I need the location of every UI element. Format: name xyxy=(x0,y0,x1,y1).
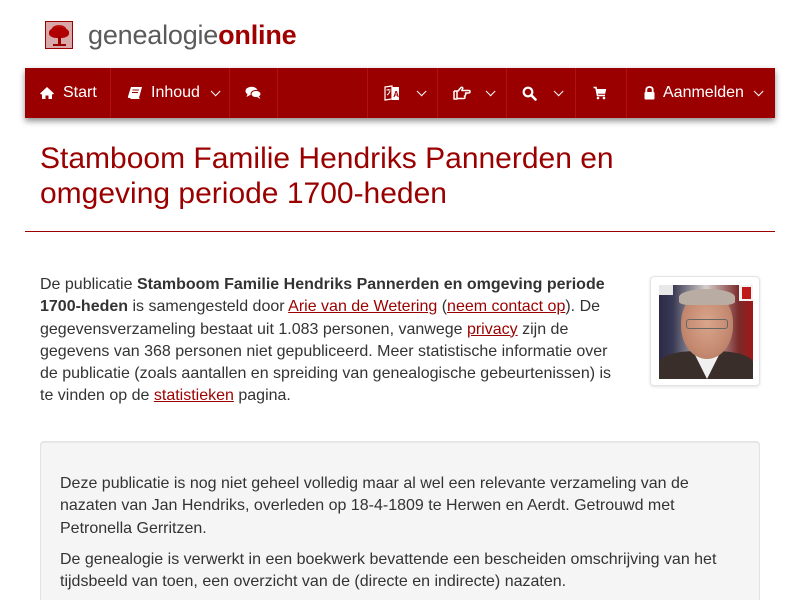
chevron-down-icon xyxy=(554,86,564,96)
chevron-down-icon xyxy=(486,86,496,96)
search-icon xyxy=(522,86,537,101)
chevron-down-icon xyxy=(417,86,427,96)
contact-link[interactable]: neem contact op xyxy=(447,298,566,316)
svg-text:A: A xyxy=(393,90,399,99)
comments-icon xyxy=(245,86,262,100)
publication-description xyxy=(40,441,760,600)
description-paragraph: De genealogie is verwerkt in een boekwerk bevattende een bescheiden omschrijving van het tijdsbeeld van toen, een overzicht van de (directe en indirecte) nazaten. xyxy=(60,551,717,591)
chevron-down-icon xyxy=(211,86,221,96)
nav-login[interactable] xyxy=(627,68,775,118)
statistics-link[interactable]: statistieken xyxy=(153,387,234,405)
nav-language[interactable] xyxy=(368,68,438,118)
nav-login-label: Aanmelden xyxy=(663,84,744,101)
nav-inhoud[interactable] xyxy=(111,68,230,118)
nav-start[interactable] xyxy=(25,68,111,118)
nav-forum[interactable] xyxy=(230,68,278,118)
tree-logo-icon xyxy=(45,21,73,49)
translate-icon xyxy=(384,85,400,101)
nav-share[interactable] xyxy=(438,68,507,118)
main-navbar xyxy=(25,68,775,118)
page-title: Stamboom Familie Hendriks Pannerden en omgeving periode 1700-heden xyxy=(40,142,614,210)
publication-intro: De publicatie Stamboom Familie Hendriks Pannerden en omgeving periode 1700-heden is samengesteld door Arie van de Wetering (neem contact op). De gegevensverzameling bestaat uit 1.083 personen, vanwege privacy zijn de gegevens van 368 personen niet gepubliceerd. Meer statistische informatie over de publicatie (zoals aantallen en spreiding van genealogische gebeurtenissen) is te vinden op de statistieken pagina. xyxy=(40,276,612,405)
nav-search[interactable] xyxy=(507,68,576,118)
nav-cart[interactable] xyxy=(576,68,627,118)
lock-icon xyxy=(644,86,655,100)
nav-inhoud-label: Inhoud xyxy=(151,84,200,101)
site-logo[interactable] xyxy=(45,19,296,51)
hand-pointer-icon xyxy=(453,86,471,100)
publication-name: Stamboom Familie Hendriks Pannerden en omgeving periode 1700-heden xyxy=(40,276,605,316)
home-icon xyxy=(39,86,55,100)
chevron-down-icon xyxy=(754,86,764,96)
privacy-link[interactable]: privacy xyxy=(466,320,518,338)
author-link[interactable]: Arie van de Wetering xyxy=(288,298,438,316)
author-photo-frame[interactable] xyxy=(650,276,760,386)
book-icon xyxy=(127,86,143,100)
author-photo xyxy=(659,285,753,379)
site-name: genealogieonline xyxy=(88,20,297,50)
nav-start-label: Start xyxy=(63,84,97,101)
title-divider xyxy=(25,231,775,232)
shopping-cart-icon xyxy=(593,86,607,100)
description-paragraph: Deze publicatie is nog niet geheel volledig maar al wel een relevante verzameling van de nazaten van Jan Hendriks, overleden op 18-4-1809 te Herwen en Aerdt. Getrouwd met Petronella Gerritzen. xyxy=(60,475,689,537)
